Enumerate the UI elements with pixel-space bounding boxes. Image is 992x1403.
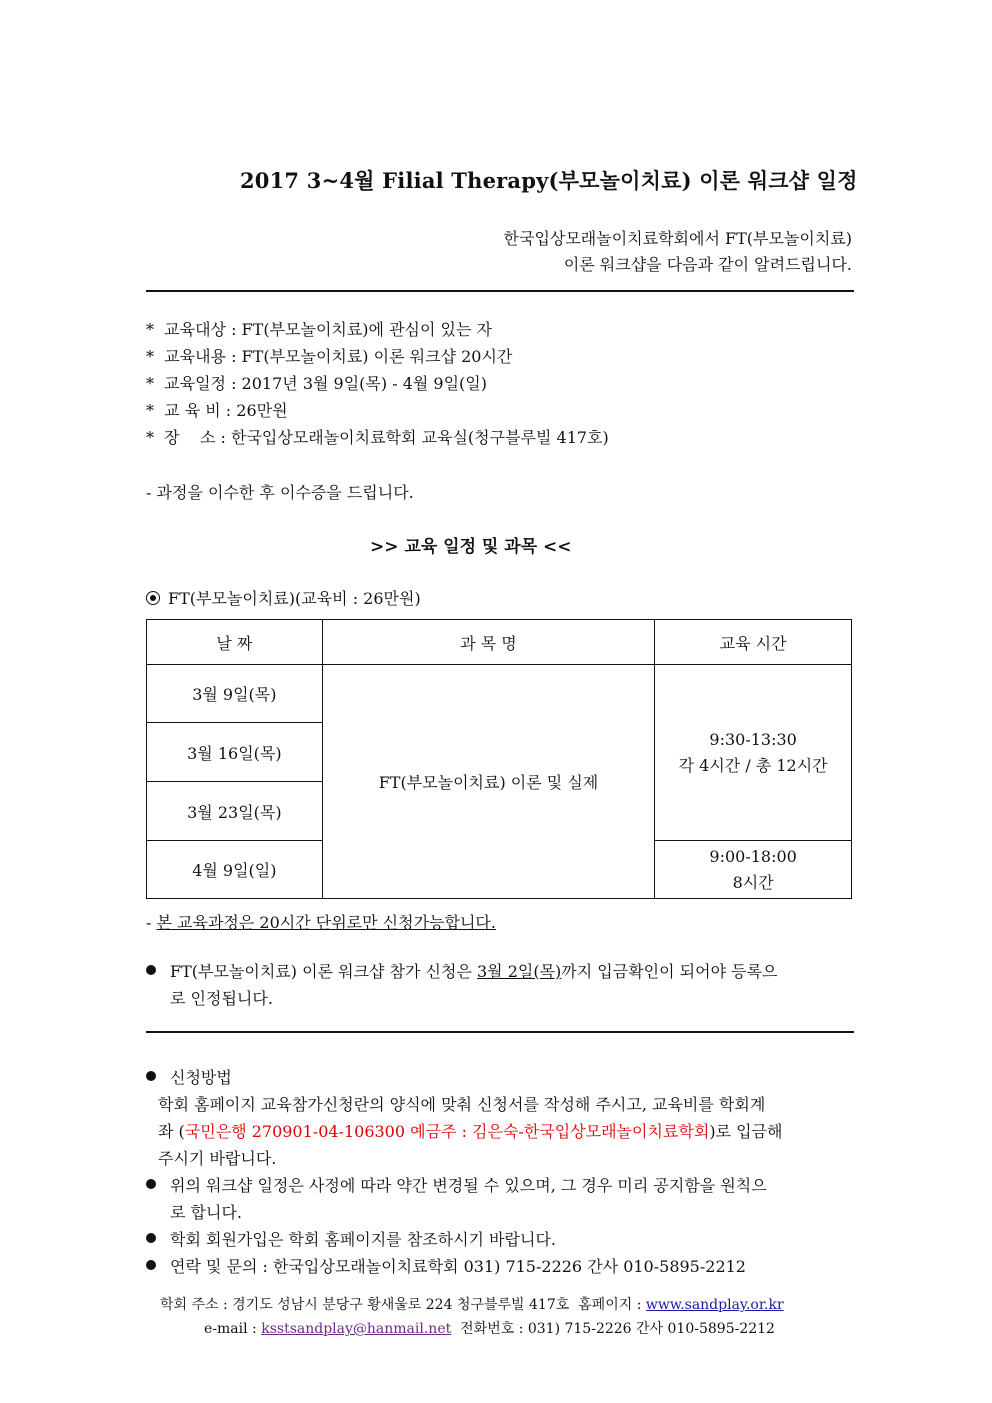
bullet-icon <box>146 1260 156 1270</box>
time-total: 각 4시간 / 총 12시간 <box>678 755 828 775</box>
info-star: * <box>146 347 154 366</box>
date-cell: 3월 23일(목) <box>147 782 323 841</box>
bullet-icon <box>146 965 156 975</box>
change-note-line-2: 로 합니다. <box>170 1203 242 1222</box>
page-title: 2017 3~4월 Filial Therapy(부모놀이치료) 이론 워크샵 일정 <box>240 168 858 193</box>
info-star: * <box>146 374 154 393</box>
info-item-content <box>146 343 609 370</box>
time-range: 9:30-13:30 <box>709 729 797 749</box>
time-cell-sunday <box>655 841 852 899</box>
apply-line-2-prefix: 좌 ( <box>158 1122 185 1141</box>
unit-note <box>146 910 496 933</box>
info-text: 교육일정 : 2017년 3월 9일(목) - 4월 9일(일) <box>164 374 487 393</box>
info-star: * <box>146 428 154 447</box>
divider-bottom <box>146 1031 854 1033</box>
certificate-note: - 과정을 이수한 후 이수증을 드립니다. <box>146 483 414 502</box>
unit-note-text: 본 교육과정은 20시간 단위로만 신청가능합니다. <box>156 913 496 932</box>
footer-address-text: 학회 주소 : 경기도 성남시 분당구 황새울로 224 청구블루빌 417호 홈페이지 : <box>160 1297 646 1313</box>
divider-top <box>146 290 854 292</box>
apply-line-2-suffix: )로 입금해 <box>709 1122 783 1141</box>
header-date: 날 짜 <box>147 620 323 665</box>
bullet-icon <box>146 1071 156 1081</box>
course-label <box>146 586 421 609</box>
footer-contact <box>204 1318 775 1338</box>
apply-line-3: 주시기 바랍니다. <box>158 1149 277 1168</box>
date-cell: 3월 16일(목) <box>147 723 323 782</box>
radio-bullet-icon <box>146 591 160 605</box>
info-text: 장 소 : 한국입상모래놀이치료학회 교육실(청구블루빌 417호) <box>164 428 609 447</box>
course-label-text: FT(부모놀이치료)(교육비 : 26만원) <box>168 589 421 608</box>
bullet-icon <box>146 1233 156 1243</box>
info-item-target <box>146 316 609 343</box>
info-item-fee <box>146 397 609 424</box>
deadline-line-1 <box>146 958 856 985</box>
date-cell: 3월 9일(목) <box>147 665 323 723</box>
time-cell-weekday <box>655 665 852 841</box>
email-link[interactable]: ksstsandplay@hanmail.net <box>261 1321 452 1337</box>
apply-heading-text: 신청방법 <box>170 1068 232 1087</box>
contact-note <box>146 1253 856 1280</box>
schedule-heading: >> 교육 일정 및 과목 << <box>370 537 572 557</box>
time-range: 9:00-18:00 <box>709 846 797 866</box>
schedule-table <box>146 619 852 899</box>
deadline-text-1: FT(부모놀이치료) 이론 워크샵 참가 신청은 <box>170 962 477 981</box>
info-text: 교육대상 : FT(부모놀이치료)에 관심이 있는 자 <box>164 320 493 339</box>
date-cell: 4월 9일(일) <box>147 841 323 899</box>
deadline-date: 3월 2일(목) <box>476 962 562 981</box>
unit-note-dash: - <box>146 913 157 932</box>
bullet-icon <box>146 1179 156 1189</box>
footer-address <box>160 1294 784 1314</box>
info-star: * <box>146 401 154 420</box>
table-row <box>147 665 852 723</box>
bank-account: 국민은행 270901-04-106300 예금주 : 김은숙-한국입상모래놀이치료학회 <box>184 1122 710 1141</box>
info-item-place <box>146 424 609 451</box>
info-item-schedule <box>146 370 609 397</box>
contact-note-text: 연락 및 문의 : 한국입상모래놀이치료학회 031) 715-2226 간사 010-5895-2212 <box>170 1257 746 1276</box>
deadline-note <box>146 958 856 1012</box>
apply-line-2 <box>146 1118 856 1145</box>
deadline-line-2: 로 인정됩니다. <box>170 989 273 1008</box>
footer-email-label: e-mail : <box>204 1321 262 1337</box>
subject-cell: FT(부모놀이치료) 이론 및 실제 <box>322 665 655 899</box>
apply-section <box>146 1064 856 1280</box>
intro-line-1: 한국입상모래놀이치료학회에서 FT(부모놀이치료) <box>503 229 852 248</box>
info-star: * <box>146 320 154 339</box>
header-subject: 과 목 명 <box>322 620 655 665</box>
change-note <box>146 1172 856 1199</box>
change-note-text: 위의 워크샵 일정은 사정에 따라 약간 변경될 수 있으며, 그 경우 미리 공지함을 원칙으 <box>170 1176 767 1195</box>
apply-line-1: 학회 홈페이지 교육참가신청란의 양식에 맞춰 신청서를 작성해 주시고, 교육비를 학회계 <box>158 1095 766 1114</box>
apply-heading <box>146 1064 856 1091</box>
info-text: 교육내용 : FT(부모놀이치료) 이론 워크샵 20시간 <box>164 347 513 366</box>
time-total: 8시간 <box>732 872 774 892</box>
table-header-row <box>147 620 852 665</box>
membership-note <box>146 1226 856 1253</box>
membership-note-text: 학회 회원가입은 학회 홈페이지를 참조하시기 바랍니다. <box>170 1230 557 1249</box>
homepage-link[interactable]: www.sandplay.or.kr <box>645 1297 784 1313</box>
intro-line-2: 이론 워크샵을 다음과 같이 알려드립니다. <box>563 255 852 274</box>
footer-phone: 전화번호 : 031) 715-2226 간사 010-5895-2212 <box>451 1321 775 1337</box>
info-list <box>146 316 609 451</box>
header-time: 교육 시간 <box>655 620 852 665</box>
info-text: 교 육 비 : 26만원 <box>164 401 288 420</box>
deadline-text-2: 까지 입금확인이 되어야 등록으 <box>561 962 778 981</box>
